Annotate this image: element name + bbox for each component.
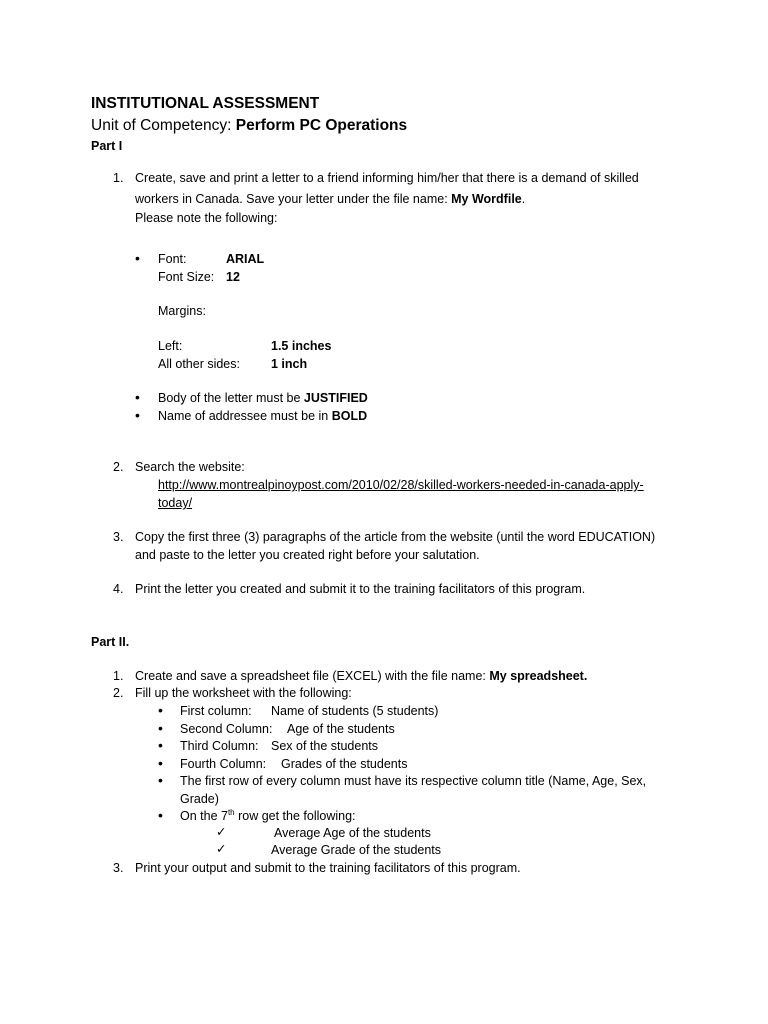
seventh-text-end: row get the following:: [234, 809, 356, 823]
part2-item3-text: Print your output and submit to the training facilitators of this program.: [135, 861, 521, 875]
part1-item1-line3: Please note the following:: [135, 211, 278, 225]
unit-value: Perform PC Operations: [235, 117, 408, 134]
col4-label: Fourth Column:: [180, 757, 267, 771]
seventh-text: On the 7: [180, 809, 228, 823]
col2-value: Age of the students: [287, 722, 395, 736]
bullet-icon: •: [158, 720, 163, 736]
bullet-icon: •: [135, 389, 140, 405]
unit-label: Unit of Competency:: [91, 117, 236, 134]
font-label: Font:: [158, 252, 187, 266]
part1-item1-line2: [135, 193, 525, 206]
wordfile-instruction: workers in Canada. Save your letter under the file name:: [135, 192, 452, 206]
other-margin-label: All other sides:: [158, 357, 240, 371]
check2-text: Average Grade of the students: [271, 843, 442, 857]
part1-item3-line2: and paste to the letter you created right before your salutation.: [135, 548, 480, 562]
left-margin-value: 1.5 inches: [271, 339, 332, 353]
part1-heading: Part I: [91, 139, 123, 153]
wordfile-name: My Wordfile: [451, 192, 522, 206]
first-row-line2: Grade): [180, 792, 219, 806]
checkmark-icon: ✓: [216, 842, 227, 856]
seventh-row-instruction: [180, 807, 356, 823]
font-size-label: Font Size:: [158, 270, 215, 284]
wordfile-period: .: [521, 192, 526, 206]
checkmark-icon: ✓: [216, 825, 227, 839]
part1-item1-line1: Create, save and print a letter to a friend informing him/her that there is a demand of skilled: [135, 171, 639, 185]
bullet-icon: •: [135, 250, 140, 266]
margins-label: Margins:: [158, 304, 206, 318]
justified-instruction: [158, 392, 368, 405]
col3-value: Sex of the students: [271, 739, 379, 753]
part1-item2-text: Search the website:: [135, 460, 245, 474]
justified-text: Body of the letter must be: [158, 391, 304, 405]
col2-label: Second Column:: [180, 722, 273, 736]
justified-value: JUSTIFIED: [303, 391, 368, 405]
part2-item2-text: Fill up the worksheet with the following:: [135, 686, 352, 700]
col1-value: Name of students (5 students): [271, 704, 439, 718]
part1-item1-number: 1.: [113, 171, 124, 185]
part2-item1-number: 1.: [113, 669, 124, 683]
part1-item4-text: Print the letter you created and submit it to the training facilitators of this program.: [135, 582, 586, 596]
bold-text: Name of addressee must be in: [158, 409, 332, 423]
part2-heading: Part II.: [91, 635, 130, 649]
part2-item2-number: 2.: [113, 686, 124, 700]
bold-instruction: [158, 410, 367, 423]
bullet-icon: •: [135, 407, 140, 423]
font-value: ARIAL: [226, 252, 265, 266]
part1-item3-number: 3.: [113, 530, 124, 544]
col1-label: First column:: [180, 704, 252, 718]
bullet-icon: •: [158, 737, 163, 753]
col4-value: Grades of the students: [281, 757, 408, 771]
left-margin-label: Left:: [158, 339, 183, 353]
website-link[interactable]: http://www.montrealpinoypost.com/2010/02/28/skilled-workers-needed-in-canada-apply-: [158, 478, 644, 492]
unit-of-competency: [91, 118, 407, 134]
ordinal-suffix: th: [227, 807, 235, 817]
part2-item1-text: [135, 670, 587, 683]
bullet-icon: •: [158, 807, 163, 823]
part1-item2-number: 2.: [113, 460, 124, 474]
bold-value: BOLD: [331, 409, 368, 423]
bullet-icon: •: [158, 772, 163, 788]
spreadsheet-name: My spreadsheet.: [489, 669, 588, 683]
website-link-continued[interactable]: today/: [158, 496, 193, 510]
part1-item3-line1: Copy the first three (3) paragraphs of the article from the website (until the word EDUCATION): [135, 530, 656, 544]
bullet-icon: •: [158, 755, 163, 771]
font-size-value: 12: [226, 270, 240, 284]
spreadsheet-instruction: Create and save a spreadsheet file (EXCEL) with the file name:: [135, 669, 490, 683]
col3-label: Third Column:: [180, 739, 259, 753]
check1-text: Average Age of the students: [274, 826, 431, 840]
part1-item4-number: 4.: [113, 582, 124, 596]
other-margin-value: 1 inch: [271, 357, 308, 371]
first-row-line1: The first row of every column must have its respective column title (Name, Age, Sex,: [180, 774, 647, 788]
document-title: INSTITUTIONAL ASSESSMENT: [91, 95, 320, 112]
bullet-icon: •: [158, 702, 163, 718]
part2-item3-number: 3.: [113, 861, 124, 875]
